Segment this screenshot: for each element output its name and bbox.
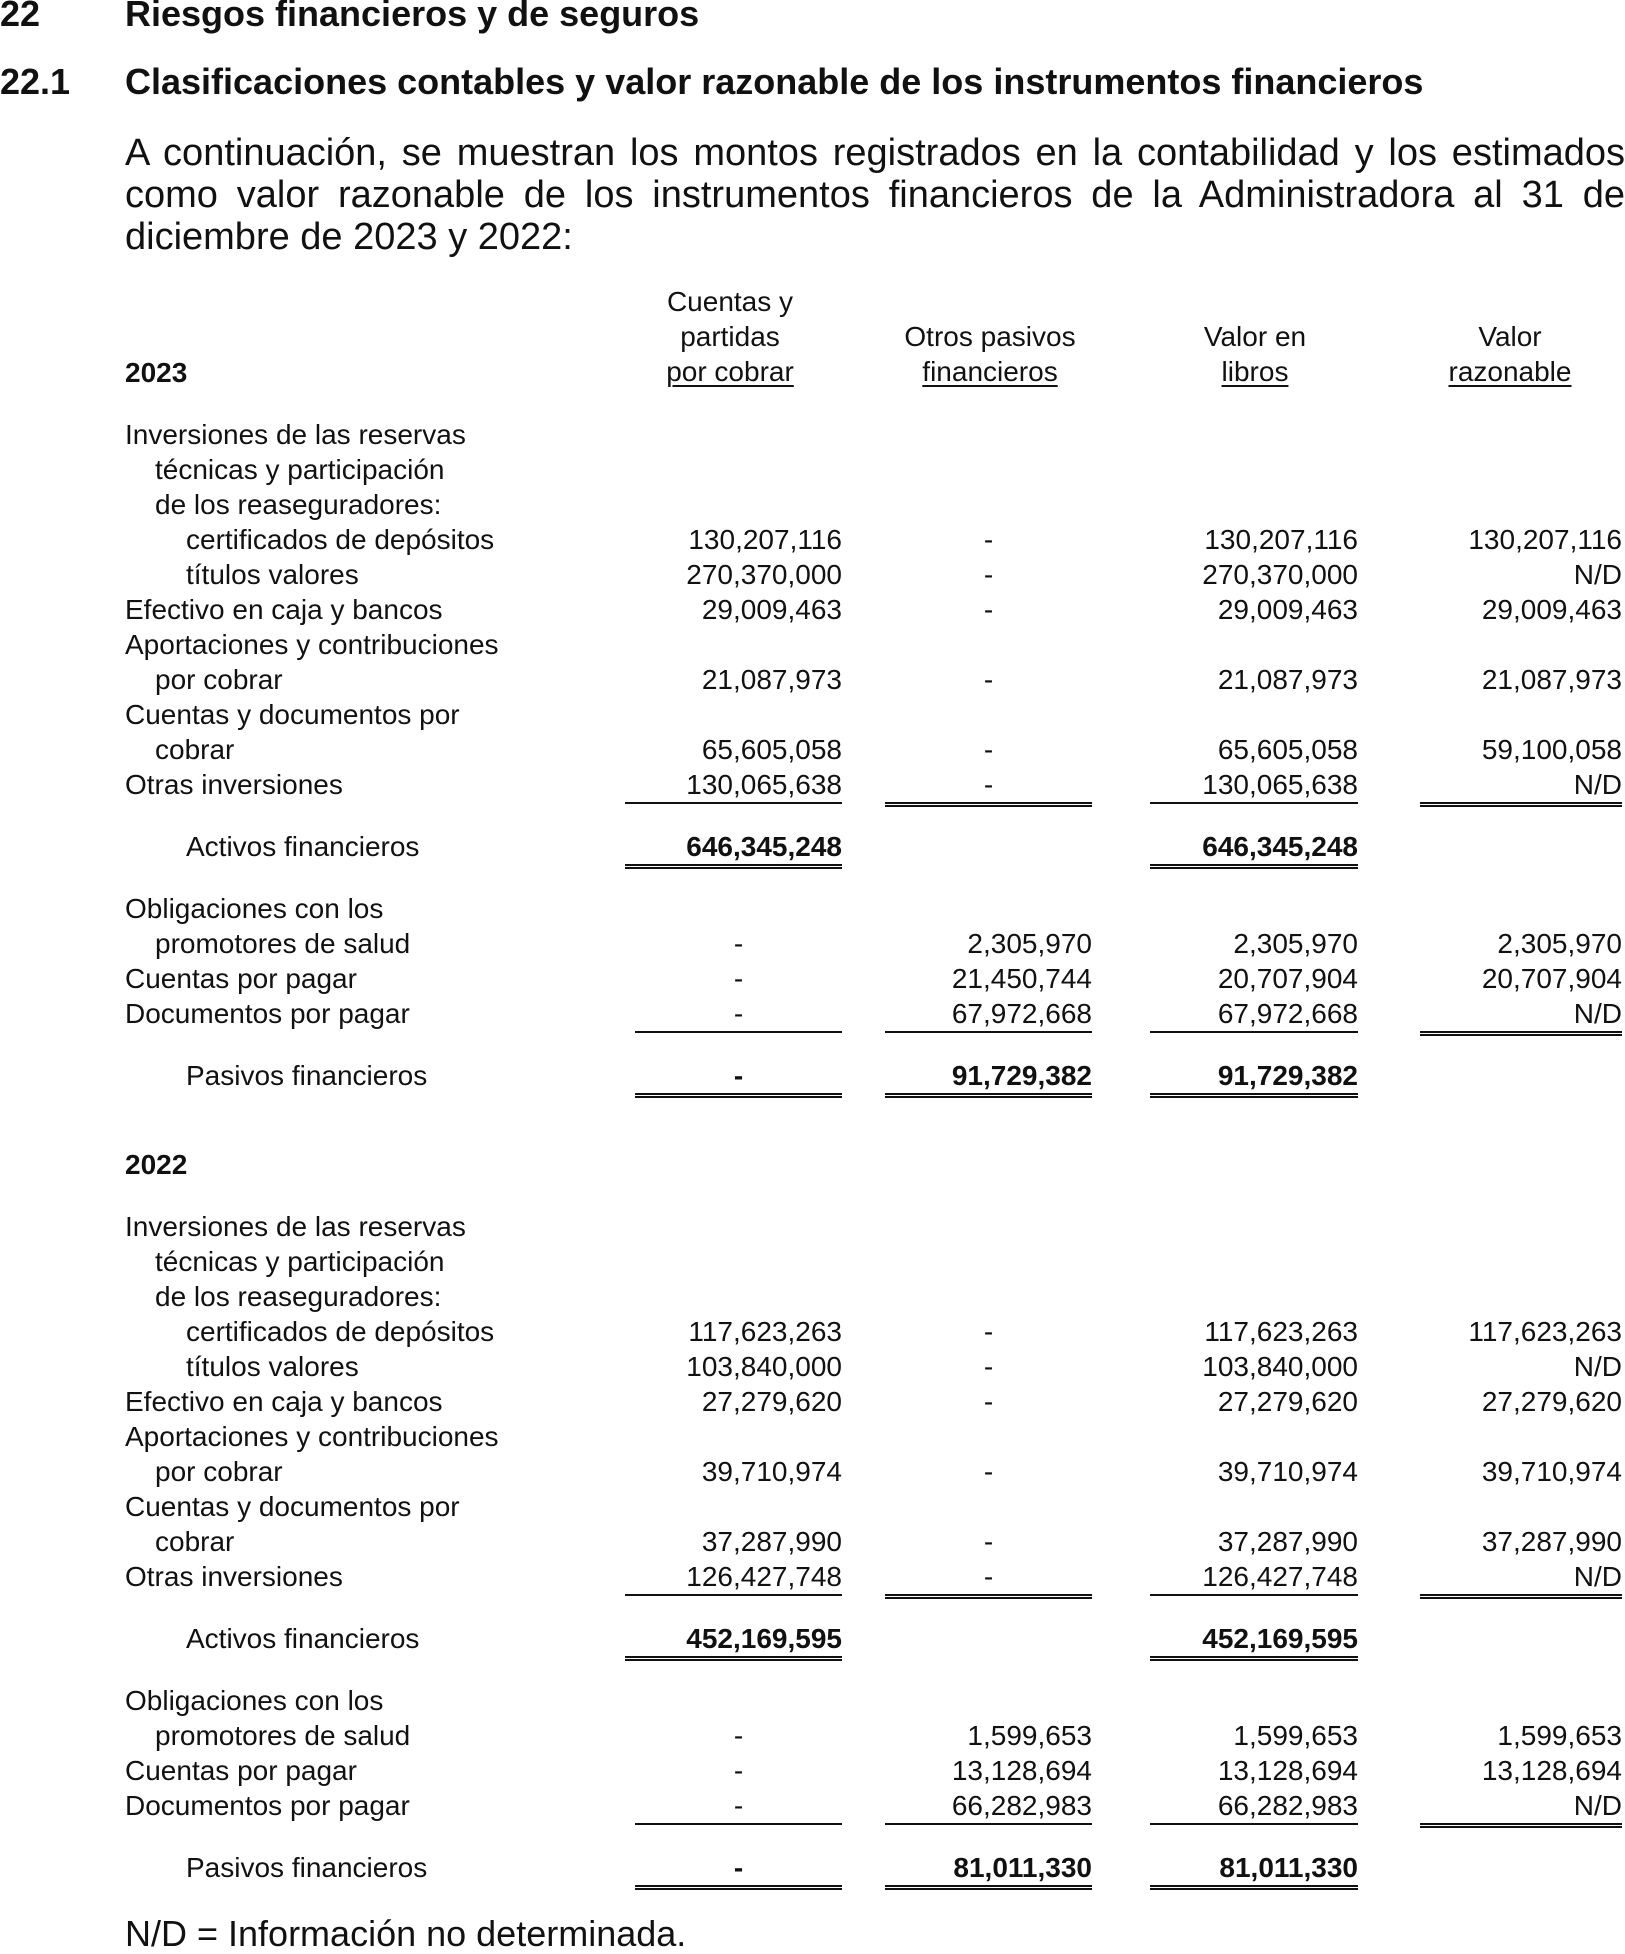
row-label: certificados de depósitos bbox=[186, 1316, 495, 1347]
cell-value: 1,599,653 bbox=[967, 1720, 1092, 1751]
cell-value: 91,729,382 bbox=[1150, 1058, 1358, 1098]
cell-value: N/D bbox=[1420, 767, 1622, 807]
table-row bbox=[0, 1314, 1625, 1349]
row-label: por cobrar bbox=[155, 664, 283, 695]
cell-value: - bbox=[885, 767, 1092, 807]
cell-value: - bbox=[733, 963, 744, 994]
cell-value: N/D bbox=[1420, 996, 1622, 1036]
cell-value: - bbox=[733, 1720, 744, 1751]
row-label: técnicas y participación bbox=[155, 454, 445, 485]
header-line: razonable bbox=[1448, 356, 1572, 387]
cell-value: N/D bbox=[1573, 1351, 1622, 1382]
cell-value: - bbox=[635, 1058, 842, 1098]
row-label: Cuentas y documentos por bbox=[125, 1491, 460, 1522]
row-label: por cobrar bbox=[155, 1456, 283, 1487]
row-label: Aportaciones y contribuciones bbox=[125, 629, 499, 660]
row-label: técnicas y participación bbox=[155, 1246, 445, 1277]
table-row bbox=[0, 961, 1625, 996]
table-row bbox=[0, 662, 1625, 697]
cell-value: - bbox=[733, 928, 744, 959]
cell-value: 646,345,248 bbox=[1150, 829, 1358, 869]
subsection-number: 22.1 bbox=[0, 61, 71, 102]
cell-value: 130,065,638 bbox=[1150, 767, 1358, 804]
table-row bbox=[0, 1788, 1625, 1823]
cell-value: 270,370,000 bbox=[1202, 559, 1358, 590]
row-label: Cuentas por pagar bbox=[125, 1755, 357, 1786]
table-row bbox=[0, 1753, 1625, 1788]
cell-value: 91,729,382 bbox=[885, 1058, 1092, 1098]
year-label-2022: 2022 bbox=[125, 1149, 188, 1180]
table-row bbox=[0, 417, 1625, 452]
table-row bbox=[0, 926, 1625, 961]
row-label: Otras inversiones bbox=[125, 1561, 343, 1592]
table-row bbox=[0, 1244, 1625, 1279]
table-row bbox=[0, 1718, 1625, 1753]
table-row bbox=[0, 487, 1625, 522]
table-row bbox=[0, 1454, 1625, 1489]
cell-value: 646,345,248 bbox=[625, 829, 842, 869]
table-row bbox=[0, 1349, 1625, 1384]
row-label: Efectivo en caja y bancos bbox=[125, 594, 443, 625]
cell-value: 117,623,263 bbox=[1204, 1316, 1358, 1347]
cell-value: - bbox=[983, 524, 994, 555]
table-row bbox=[0, 627, 1625, 662]
row-label: Inversiones de las reservas bbox=[125, 419, 466, 450]
row-label: Activos financieros bbox=[186, 1623, 420, 1654]
table-row-total bbox=[0, 1058, 1625, 1093]
cell-value: 67,972,668 bbox=[1150, 996, 1358, 1033]
table-row-total bbox=[0, 1621, 1625, 1656]
row-label: promotores de salud bbox=[155, 1720, 411, 1751]
row-label: títulos valores bbox=[186, 559, 359, 590]
header-line: financieros bbox=[922, 356, 1058, 387]
row-label: cobrar bbox=[155, 734, 235, 765]
table-row bbox=[0, 1559, 1625, 1594]
cell-value: 39,710,974 bbox=[1217, 1456, 1358, 1487]
cell-value: 39,710,974 bbox=[1481, 1456, 1622, 1487]
table-row-total bbox=[0, 829, 1625, 864]
table-row bbox=[0, 697, 1625, 732]
cell-value: 117,623,263 bbox=[688, 1316, 842, 1347]
table-row bbox=[0, 1419, 1625, 1454]
header-line: partidas bbox=[680, 321, 780, 352]
subsection-title: Clasificaciones contables y valor razonable de los instrumentos financieros bbox=[125, 61, 1424, 102]
table-2022 bbox=[0, 1209, 1625, 1885]
section-heading-22-1 bbox=[0, 62, 1625, 102]
row-label: certificados de depósitos bbox=[186, 524, 495, 555]
cell-value: 130,065,638 bbox=[625, 767, 842, 804]
table-row bbox=[0, 522, 1625, 557]
intro-paragraph: A continuación, se muestran los montos registrados en la contabilidad y los estimados como valor razonable de los instrumentos financieros de la Administradora al 31 de diciembre de 2023 y 2022: bbox=[125, 132, 1625, 258]
cell-value: 117,623,263 bbox=[1468, 1316, 1622, 1347]
cell-value: 103,840,000 bbox=[686, 1351, 842, 1382]
cell-value: 452,169,595 bbox=[625, 1621, 842, 1661]
cell-value: 37,287,990 bbox=[1217, 1526, 1358, 1557]
row-label: Otras inversiones bbox=[125, 769, 343, 800]
table-2023 bbox=[0, 417, 1625, 1093]
cell-value: 13,128,694 bbox=[951, 1755, 1092, 1786]
cell-value: 126,427,748 bbox=[625, 1559, 842, 1596]
column-header-valor-razonable bbox=[1420, 319, 1600, 389]
cell-value: 2,305,970 bbox=[1497, 928, 1622, 959]
cell-value: 21,087,973 bbox=[1481, 664, 1622, 695]
cell-value: 81,011,330 bbox=[885, 1850, 1092, 1890]
cell-value: 2,305,970 bbox=[967, 928, 1092, 959]
header-line: Valor en bbox=[1203, 321, 1307, 352]
cell-value: - bbox=[983, 664, 994, 695]
table-row bbox=[0, 1683, 1625, 1718]
cell-value: - bbox=[983, 1526, 994, 1557]
row-label: Obligaciones con los bbox=[125, 893, 384, 924]
year-label-2023: 2023 bbox=[125, 357, 188, 388]
row-label: promotores de salud bbox=[155, 928, 411, 959]
cell-value: 66,282,983 bbox=[885, 1788, 1092, 1825]
cell-value: 130,207,116 bbox=[688, 524, 842, 555]
cell-value: - bbox=[635, 1850, 842, 1890]
row-label: Efectivo en caja y bancos bbox=[125, 1386, 443, 1417]
cell-value: - bbox=[983, 734, 994, 765]
cell-value: 37,287,990 bbox=[701, 1526, 842, 1557]
table-row bbox=[0, 557, 1625, 592]
cell-value: 21,087,973 bbox=[1217, 664, 1358, 695]
table-row bbox=[0, 1209, 1625, 1244]
cell-value: - bbox=[983, 1456, 994, 1487]
table-row bbox=[0, 891, 1625, 926]
row-label: de los reaseguradores: bbox=[155, 489, 442, 520]
cell-value: 27,279,620 bbox=[1481, 1386, 1622, 1417]
table-row bbox=[0, 1384, 1625, 1419]
cell-value: 27,279,620 bbox=[701, 1386, 842, 1417]
row-label: títulos valores bbox=[186, 1351, 359, 1382]
row-label: Cuentas por pagar bbox=[125, 963, 357, 994]
cell-value: - bbox=[983, 1351, 994, 1382]
header-line: Cuentas y bbox=[666, 286, 794, 317]
column-header-cuentas-partidas bbox=[640, 284, 820, 389]
cell-value: 13,128,694 bbox=[1217, 1755, 1358, 1786]
section-title: Riesgos financieros y de seguros bbox=[125, 0, 700, 34]
column-header-valor-libros bbox=[1160, 319, 1350, 389]
cell-value: 130,207,116 bbox=[1468, 524, 1622, 555]
section-heading-22 bbox=[0, 0, 1000, 34]
cell-value: - bbox=[983, 1386, 994, 1417]
table-row bbox=[0, 452, 1625, 487]
cell-value: 39,710,974 bbox=[701, 1456, 842, 1487]
row-label: de los reaseguradores: bbox=[155, 1281, 442, 1312]
header-line: Otros pasivos bbox=[904, 321, 1076, 352]
row-label: Pasivos financieros bbox=[186, 1060, 428, 1091]
cell-value: - bbox=[983, 559, 994, 590]
table-row bbox=[0, 767, 1625, 802]
row-label: Inversiones de las reservas bbox=[125, 1211, 466, 1242]
row-label: Documentos por pagar bbox=[125, 998, 410, 1029]
cell-value: 59,100,058 bbox=[1481, 734, 1622, 765]
cell-value: 270,370,000 bbox=[686, 559, 842, 590]
row-label: Documentos por pagar bbox=[125, 1790, 410, 1821]
cell-value: 126,427,748 bbox=[1150, 1559, 1358, 1596]
cell-value: 29,009,463 bbox=[1217, 594, 1358, 625]
cell-value: 1,599,653 bbox=[1497, 1720, 1622, 1751]
row-label: Aportaciones y contribuciones bbox=[125, 1421, 499, 1452]
cell-value: N/D bbox=[1420, 1788, 1622, 1828]
cell-value: - bbox=[733, 1755, 744, 1786]
cell-value: 130,207,116 bbox=[1204, 524, 1358, 555]
row-label: Obligaciones con los bbox=[125, 1685, 384, 1716]
cell-value: 81,011,330 bbox=[1150, 1850, 1358, 1890]
cell-value: - bbox=[983, 1316, 994, 1347]
cell-value: - bbox=[635, 996, 842, 1033]
table-row bbox=[0, 732, 1625, 767]
footnote: N/D = Información no determinada. bbox=[125, 1913, 687, 1954]
cell-value: N/D bbox=[1420, 1559, 1622, 1599]
cell-value: 29,009,463 bbox=[1481, 594, 1622, 625]
cell-value: N/D bbox=[1573, 559, 1622, 590]
cell-value: - bbox=[885, 1559, 1092, 1599]
table-row bbox=[0, 1524, 1625, 1559]
cell-value: 20,707,904 bbox=[1217, 963, 1358, 994]
header-line: por cobrar bbox=[666, 356, 794, 387]
cell-value: 21,450,744 bbox=[951, 963, 1092, 994]
row-label: Pasivos financieros bbox=[186, 1852, 428, 1883]
cell-value: 65,605,058 bbox=[1217, 734, 1358, 765]
cell-value: 66,282,983 bbox=[1150, 1788, 1358, 1825]
cell-value: 29,009,463 bbox=[701, 594, 842, 625]
header-line: libros bbox=[1221, 356, 1289, 387]
table-row-total bbox=[0, 1850, 1625, 1885]
cell-value: 21,087,973 bbox=[701, 664, 842, 695]
table-row bbox=[0, 996, 1625, 1031]
header-line: Valor bbox=[1478, 321, 1542, 352]
cell-value: 13,128,694 bbox=[1481, 1755, 1622, 1786]
cell-value: - bbox=[983, 594, 994, 625]
row-label: Activos financieros bbox=[186, 831, 420, 862]
cell-value: 452,169,595 bbox=[1150, 1621, 1358, 1661]
cell-value: 67,972,668 bbox=[885, 996, 1092, 1033]
table-row bbox=[0, 1279, 1625, 1314]
table-row bbox=[0, 1489, 1625, 1524]
cell-value: 20,707,904 bbox=[1481, 963, 1622, 994]
table-row bbox=[0, 592, 1625, 627]
row-label: cobrar bbox=[155, 1526, 235, 1557]
row-label: Cuentas y documentos por bbox=[125, 699, 460, 730]
cell-value: - bbox=[635, 1788, 842, 1825]
cell-value: 2,305,970 bbox=[1233, 928, 1358, 959]
cell-value: 37,287,990 bbox=[1481, 1526, 1622, 1557]
cell-value: 103,840,000 bbox=[1202, 1351, 1358, 1382]
column-header-otros-pasivos bbox=[880, 319, 1100, 389]
section-number: 22 bbox=[0, 0, 41, 34]
cell-value: 1,599,653 bbox=[1233, 1720, 1358, 1751]
cell-value: 65,605,058 bbox=[701, 734, 842, 765]
cell-value: 27,279,620 bbox=[1217, 1386, 1358, 1417]
